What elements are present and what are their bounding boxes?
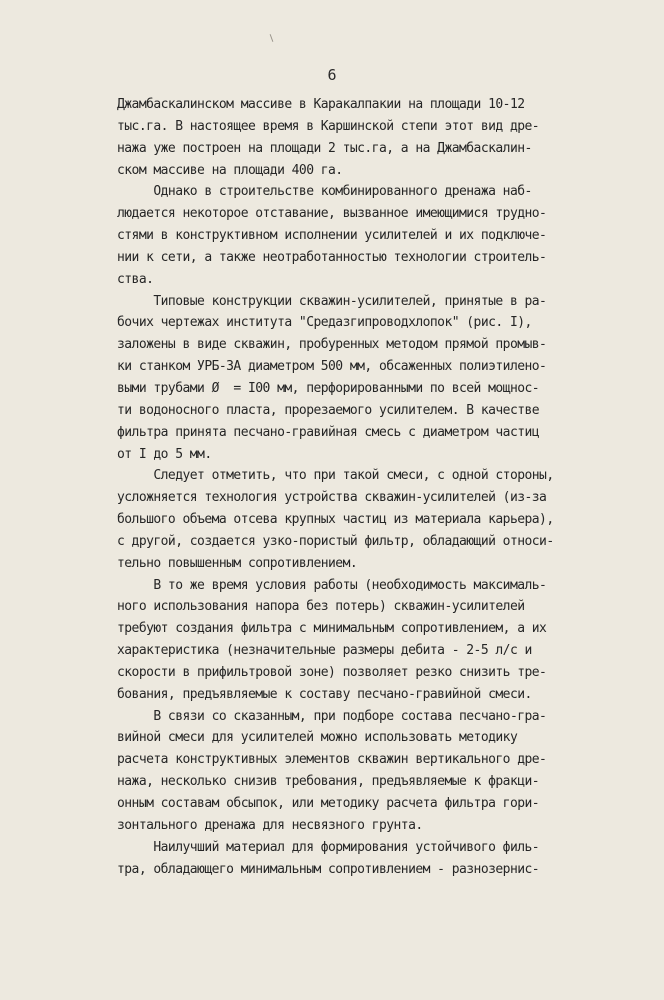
- text-line: ного использования напора без потерь) скважин-усилителей: [117, 599, 525, 615]
- text-line: тыс.га. В настоящее время в Каршинской степи этот вид дре-: [117, 118, 540, 134]
- text-line: расчета конструктивных элементов скважин вертикального дре-: [117, 752, 547, 768]
- text-line: Наилучший материал для формирования устойчивого филь-: [117, 839, 540, 855]
- text-line: Типовые конструкции скважин-усилителей, принятые в ра-: [117, 293, 547, 309]
- text-line: скорости в прифильтровой зоне) позволяет резко снизить тре-: [117, 664, 547, 680]
- text-line: требуют создания фильтра с минимальным сопротивлением, а их: [117, 621, 547, 637]
- text-line: Джамбаскалинском массиве в Каракалпакии на площади 10-12: [117, 97, 525, 112]
- text-line: зонтального дренажа для несвязного грунта.: [117, 817, 423, 833]
- text-line: ском массиве на площади 400 га.: [117, 162, 343, 178]
- text-line: бования, предъявляемые к составу песчано-гравийной смеси.: [117, 686, 532, 702]
- text-line: ства.: [117, 271, 154, 287]
- text-line: Однако в строительстве комбинированного дренажа наб-: [117, 184, 532, 200]
- text-line: нажа, несколько снизив требования, предъявляемые к фракци-: [117, 774, 540, 790]
- text-line: бочих чертежах института "Средазгипроводхлопок" (рис. I),: [117, 315, 532, 331]
- page-number: 6: [327, 66, 337, 84]
- pen-mark: [270, 34, 274, 42]
- text-line: выми трубами Ø = I00 мм, перфорированными по всей мощнос-: [117, 380, 540, 396]
- text-line: большого объема отсева крупных частиц из материала карьера),: [117, 512, 554, 528]
- text-line: В то же время условия работы (необходимость максималь-: [117, 577, 547, 593]
- text-line: тра, обладающего минимальным сопротивлением - разнозернис-: [117, 861, 540, 877]
- text-line: с другой, создается узко-пористый фильтр, обладающий относи-: [117, 533, 554, 549]
- text-line: стями в конструктивном исполнении усилителей и их подключе-: [117, 228, 547, 244]
- text-line: характеристика (незначительные размеры дебита - 2-5 л/с и: [117, 643, 532, 659]
- text-line: ки станком УРБ-3А диаметром 500 мм, обсаженных полиэтилено-: [117, 359, 547, 375]
- text-line: людается некоторое отставание, вызванное имеющимися трудно-: [117, 206, 547, 222]
- text-line: ти водоносного пласта, прорезаемого усилителем. В качестве: [117, 402, 540, 418]
- text-line: вийной смеси для усилителей можно использовать методику: [117, 730, 518, 746]
- text-line: тельно повышенным сопротивлением.: [117, 555, 358, 571]
- text-line: нажа уже построен на площади 2 тыс.га, а на Джамбаскалин-: [117, 140, 532, 156]
- text-line: Следует отметить, что при такой смеси, с одной стороны,: [117, 468, 554, 484]
- text-line: В связи со сказанным, при подборе состава песчано-гра-: [117, 708, 547, 724]
- text-line: заложены в виде скважин, пробуренных методом прямой промыв-: [117, 337, 547, 353]
- text-line: фильтра принята песчано-гравийная смесь с диаметром частиц: [117, 424, 540, 440]
- text-line: от I до 5 мм.: [117, 446, 212, 462]
- text-line: нии к сети, а также неотработанностью технологии строитель-: [117, 249, 547, 265]
- body-text: [117, 94, 607, 880]
- text-line: онным составам обсыпок, или методику расчета фильтра гори-: [117, 796, 540, 811]
- text-line: усложняется технология устройства скважин-усилителей (из-за: [117, 490, 547, 506]
